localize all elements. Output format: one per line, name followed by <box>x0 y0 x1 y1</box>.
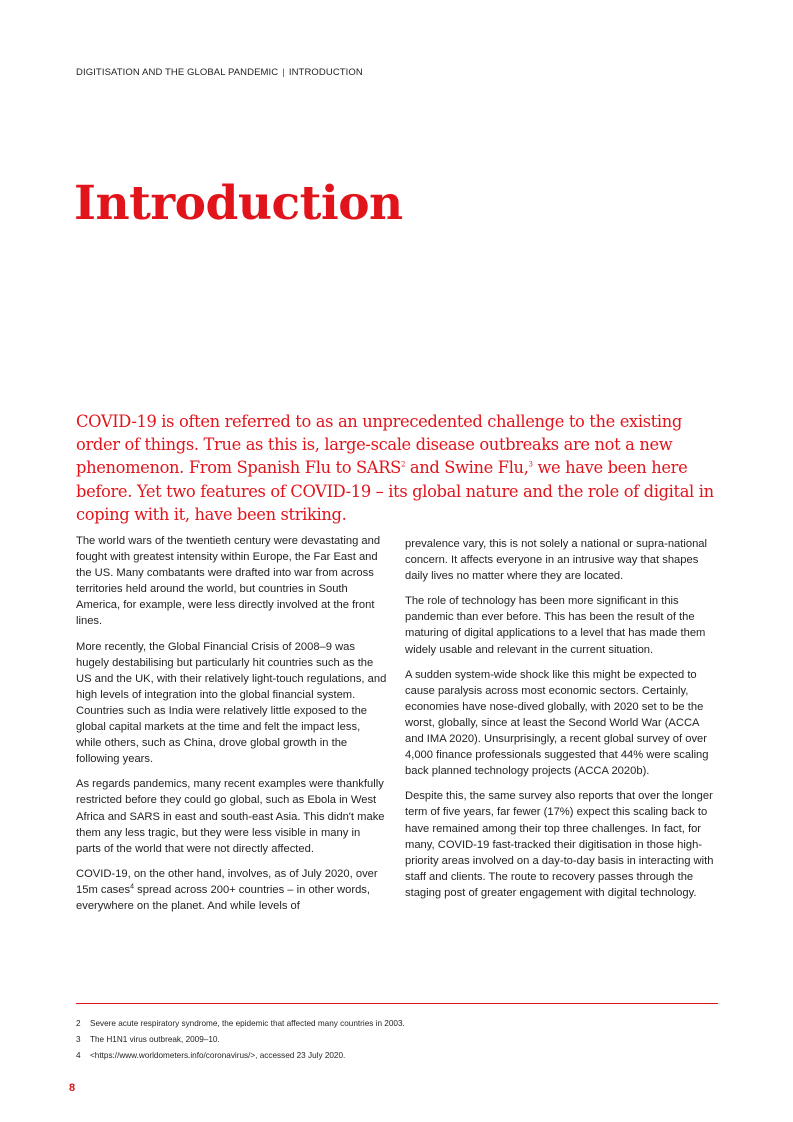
footnote-text: Severe acute respiratory syndrome, the epidemic that affected many countries in 2003. <box>90 1019 405 1028</box>
header-chapter: INTRODUCTION <box>288 67 363 78</box>
body-paragraph: More recently, the Global Financial Crisis of 2008–9 was hugely destabilising but particularly hit countries such as the US and the UK, with their relatively light-touch regulations, and high levels of integration into the global financial system. Countries such as India were relatively little exposed to the global capital markets at the time and felt the impact less, while others, such as China, drove global growth in the following years. <box>76 640 387 766</box>
footnote-ref-3[interactable]: 3 <box>528 460 533 469</box>
body-paragraph: The role of technology has been more significant in this pandemic than ever before. This has been the result of the maturing of digital applications to a level that has made them widely usable and relevant in the current situation. <box>405 595 706 656</box>
lead-text-2: and Swine Flu, <box>405 458 529 478</box>
body-paragraph <box>76 866 388 914</box>
lead-paragraph <box>76 410 726 526</box>
lead-text-3: we have been here before. Yet two features of COVID-19 – its global nature and the role of digital in coping with it, have been striking. <box>76 458 714 524</box>
body-column-left <box>76 533 388 923</box>
footnote-link[interactable]: <https://www.worldometers.info/coronavirus/>, accessed 23 July 2020. <box>90 1051 346 1060</box>
footnote-item <box>76 1048 405 1064</box>
header-section: DIGITISATION AND THE GLOBAL PANDEMIC <box>76 67 279 78</box>
footnotes <box>76 1016 405 1064</box>
body-paragraph: A sudden system-wide shock like this might be expected to cause paralysis across most economic sectors. Certainly, economies have nose-dived globally, with 2020 set to be the worst, globally, since at least the Second World War (ACCA and IMA 2020). Unsurprisingly, a recent global survey of over 4,000 finance professionals suggested that 44% were scaling back planned technology projects (ACCA 2020b). <box>405 668 709 778</box>
body-text: spread across 200+ countries – in other words, everywhere on the planet. And while levels of <box>76 883 371 912</box>
footnote-number: 4 <box>76 1051 81 1060</box>
footnote-number: 3 <box>76 1035 81 1044</box>
footnote-divider <box>76 1003 718 1004</box>
running-header <box>76 67 363 78</box>
footnote-text: The H1N1 virus outbreak, 2009–10. <box>90 1035 220 1044</box>
header-separator: | <box>282 67 285 78</box>
body-paragraph: As regards pandemics, many recent examples were thankfully restricted before they could go global, such as Ebola in West Africa and SARS in east and south-east Asia. This didn't make them any less tragic, but they were less visible in many in parts of the world that were not directly affected. <box>76 778 385 855</box>
footnote-item <box>76 1032 405 1048</box>
body-paragraph: The world wars of the twentieth century were devastating and fought with greatest intensity within Europe, the Far East and the US. Many combatants were drafted into war from across territories held around the world, but countries in South America, for example, were less directly involved at the front lines. <box>76 535 381 628</box>
body-text: COVID-19, on the other hand, involves, as of July 2020, over 15m cases <box>76 867 378 896</box>
footnote-ref-4[interactable]: 4 <box>130 883 135 891</box>
lead-text-1: COVID-19 is often referred to as an unprecedented challenge to the existing order of things. True as this is, large-scale disease outbreaks are not a new phenomenon. From Spanish Flu to SARS <box>76 412 682 478</box>
footnote-item <box>76 1016 405 1032</box>
footnote-ref-2[interactable]: 2 <box>400 460 406 469</box>
page-number: 8 <box>69 1082 76 1094</box>
body-paragraph: prevalence vary, this is not solely a national or supra-national concern. It affects everyone in an intrusive way that shapes daily lives no matter where they are located. <box>405 538 708 583</box>
footnote-number: 2 <box>76 1019 81 1028</box>
body-column-right <box>405 536 717 910</box>
page-title: Introduction <box>74 176 403 231</box>
body-paragraph: Despite this, the same survey also reports that over the longer term of five years, far fewer (17%) expect this scaling back to have remained among their top three challenges. In fact, for many, COVID-19 fast-tracked their digitisation in those high-priority areas involved on a day-to-day basis in interacting with staff and clients. The route to recovery passes through the staging post of greater engagement with digital technology. <box>405 790 714 899</box>
